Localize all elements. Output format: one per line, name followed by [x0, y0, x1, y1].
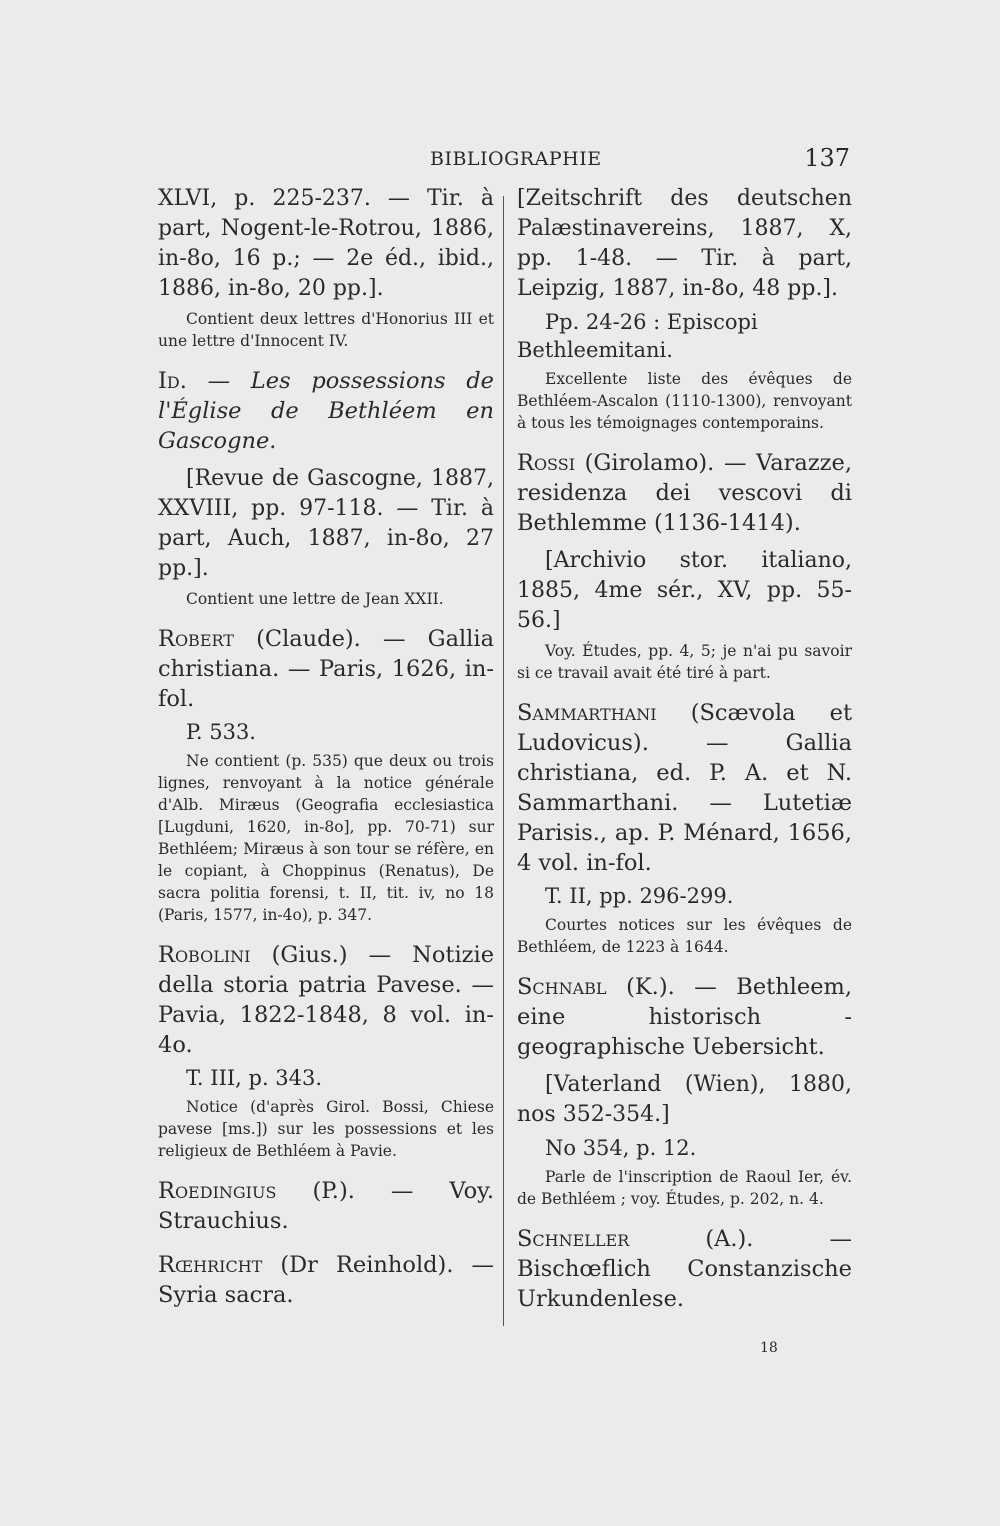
entry-note: Contient une lettre de Jean XXII. — [186, 590, 444, 608]
entry-title: (Dr Reinhold). — Syria sacra. — [158, 1252, 494, 1308]
entry-location: T. III, p. 343. — [186, 1066, 323, 1090]
entry-location: T. II, pp. 296-299. — [545, 884, 734, 908]
entry-note: Courtes notices sur les évêques de Bethléem, de 1223 à 1644. — [517, 916, 852, 956]
entry-roedingius — [158, 1176, 494, 1236]
entry-heading — [158, 1176, 494, 1236]
entry-sammarthani — [517, 698, 852, 958]
left-column — [158, 184, 494, 1324]
entry-schneller — [517, 1224, 852, 1314]
entry-note: Excellente liste des évêques de Bethléem-Ascalon (1110-1300), renvoyant à tous les témoignages contemporains. — [517, 370, 852, 432]
entry-title: (Gius.) — Notizie della storia patria Pavese. — Pavia, 1822-1848, 8 vol. in-4o. — [158, 942, 495, 1058]
entry-schnabl — [517, 972, 852, 1210]
printer-signature: 18 — [760, 1340, 778, 1356]
entry-roehricht — [158, 1250, 494, 1310]
entry-note: Notice (d'après Girol. Bossi, Chiese pavese [ms.]) sur les possessions et les religieux de Bethléem à Pavie. — [158, 1098, 494, 1160]
entry-note: Parle de l'inscription de Raoul Ier, év. de Bethléem ; voy. Études, p. 202, n. 4. — [517, 1168, 852, 1208]
entry-title: (K.). — Bethleem, eine historisch - geographische Uebersicht. — [517, 974, 852, 1060]
entry-title: — Les possessions de l'Église de Bethléem en Gascogne. — [158, 368, 494, 454]
entry-heading — [517, 698, 852, 878]
entry-source: [Revue de Gascogne, 1887, XXVIII, pp. 97-118. — Tir. à part, Auch, 1887, in-8o, 27 pp.]. — [158, 466, 494, 581]
entry-author: Sammarthani — [517, 700, 657, 726]
entry-heading — [517, 448, 852, 538]
entry-location: No 354, p. 12. — [545, 1136, 697, 1160]
entry-location: P. 533. — [186, 720, 256, 744]
entry-heading — [517, 972, 852, 1062]
page-number: 137 — [804, 144, 850, 172]
entry-source: [Archivio stor. italiano, 1885, 4me sér., XV, pp. 55-56.] — [517, 548, 852, 633]
citation-continuation: XLVI, p. 225-237. — Tir. à part, Nogent-le-Rotrou, 1886, in-8o, 16 p.; — 2e éd., ibid., 1886, in-8o, 20 pp.]. — [158, 186, 494, 301]
entry-author: Rœhricht — [158, 1252, 263, 1278]
entry-note: Contient deux lettres d'Honorius III et une lettre d'Innocent IV. — [158, 310, 494, 350]
citation-continuation: [Zeitschrift des deutschen Palæstinavereins, 1887, X, pp. 1-48. — Tir. à part, Leipzig, 1887, in-8o, 48 pp.]. — [517, 186, 852, 301]
entry-location: Pp. 24-26 : Episcopi Bethleemitani. — [517, 310, 758, 362]
entry-continuation — [517, 184, 852, 434]
entry-heading — [158, 940, 494, 1060]
entry-title: (Claude). — Gallia christiana. — Paris, 1626, in-fol. — [158, 626, 494, 712]
entry-author: Schnabl — [517, 974, 607, 1000]
entry-heading — [158, 624, 494, 714]
entry-author: Id. — [158, 368, 187, 394]
entry-author: Schneller — [517, 1226, 630, 1252]
right-column — [517, 184, 852, 1328]
entry-author: Rossi — [517, 450, 576, 476]
entry-title: (Girolamo). — Varazze, residenza dei vescovi di Bethlemme (1136-1414). — [517, 450, 853, 536]
entry-note: Ne contient (p. 535) que deux ou trois lignes, renvoyant à la notice générale d'Alb. Miræus (Geografia ecclesiastica [Lugduni, 1620, in-8o], pp. 70-71) sur Bethléem; Miræus à son tour se réfère, en le copiant, à Choppinus (Renatus), De sacra politia forensi, t. II, tit. iv, no 18 (Paris, 1577, in-4o), p. 347. — [158, 752, 494, 924]
entry-author: Robolini — [158, 942, 251, 968]
column-divider — [503, 196, 504, 1326]
entry-note: Voy. Études, pp. 4, 5; je n'ai pu savoir si ce travail avait été tiré à part. — [517, 642, 852, 682]
entry-heading — [517, 1224, 852, 1314]
entry-continuation — [158, 184, 494, 352]
entry-robolini — [158, 940, 494, 1162]
entry-robert — [158, 624, 494, 926]
entry-title: (P.). — Voy. Strauchius. — [158, 1178, 494, 1234]
entry-source: [Vaterland (Wien), 1880, nos 352-354.] — [517, 1072, 852, 1127]
entry-id — [158, 366, 494, 610]
entry-title: (Scævola et Ludovicus). — Gallia christiana, ed. P. A. et N. Sammarthani. — Lutetiæ Parisis., ap. P. Ménard, 1656, 4 vol. in-fol. — [517, 700, 852, 876]
entry-author: Roedingius — [158, 1178, 277, 1204]
entry-rossi — [517, 448, 852, 684]
entry-title: (A.). — Bischœflich Constanzische Urkundenlese. — [517, 1226, 852, 1312]
running-header: BIBLIOGRAPHIE — [430, 148, 602, 170]
entry-author: Robert — [158, 626, 234, 652]
entry-heading — [158, 366, 494, 456]
entry-heading — [158, 1250, 494, 1310]
